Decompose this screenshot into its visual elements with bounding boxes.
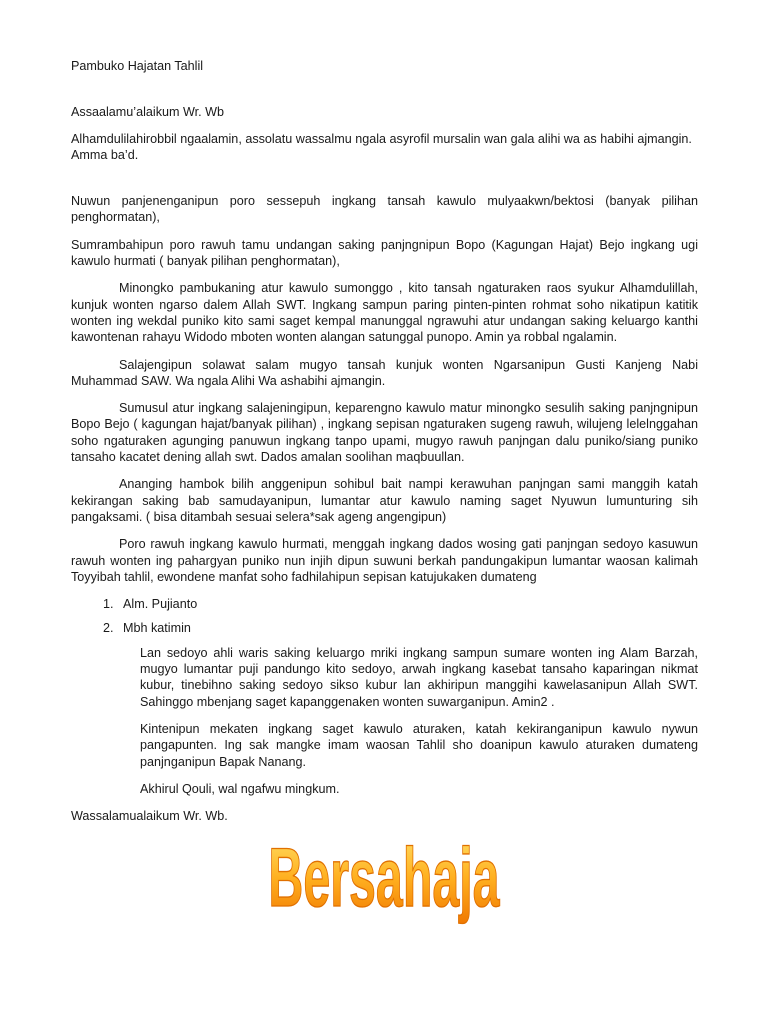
paragraph-greeting-elders: Nuwun panjenenganipun poro sessepuh ingkang tansah kawulo mulyaakwn/bektosi (banyak pilihan penghormatan), [71, 194, 698, 225]
closing-salam: Wassalamualaikum Wr. Wb. [71, 809, 228, 824]
paragraph-purpose: Poro rawuh ingkang kawulo hurmati, menggah ingkang dados wosing gati panjngan sedoyo kasuwun rawuh wonten ing pahargyan puniko nun injih dipun suwuni berkah pandungakipun lumantar waosan kalimah Toyyibah tahlil, ewondene manfat soho fadhilahipun sepisan katujukaken dumateng [71, 537, 698, 584]
paragraph-handover: Kintenipun mekaten ingkang saget kawulo aturaken, katah kekiranganipun kawulo nywun pangapunten. Ing sak mangke imam waosan Tahlil sho doanipun kawulo aturaken dumateng panjnganipun Bapak Nanang. [140, 721, 698, 769]
logo-wordart [0, 820, 768, 930]
list-continuation [140, 645, 698, 797]
logo-text: Bersahaja [268, 831, 500, 925]
paragraph-apology: Ananging hambok bilih anggenipun sohibul bait nampi kerawuhan panjngan sami manggih katah kekirangan saking bab samudayanipun, lumantar atur kawulo naming saget Nyuwun lumunturing sih pangaksami. ( bisa ditambah sesuai selera*sak ageng angengipun) [71, 477, 698, 524]
paragraph-salawat: Salajengipun solawat salam mugyo tansah kunjuk wonten Ngarsanipun Gusti Kanjeng Nabi Muhammad SAW. Wa ngala Alihi Wa ashabihi ajmangin. [71, 357, 698, 388]
paragraph-greeting-guests: Sumrambahipun poro rawuh tamu undangan saking panjngnipun Bopo (Kagungan Hajat) Bejo ingkang ugi kawulo hurmati ( banyak pilihan penghormatan), [71, 237, 698, 269]
list-item: 1. Alm. Pujianto [117, 596, 698, 612]
paragraph-welcome: Sumusul atur ingkang salajeningipun, keparengno kawulo matur minongko sesulih saking panjngnipun Bopo Bejo ( kagungan hajat/banyak pilihan) , ingkang sepisan ngaturaken sugeng rawuh, wilujeng lelelnggahan soho ngaturaken agunging panuwun ingkang tanpo upami, mugyo rawuh panjngan dalu puniko/siang puniko tansaho kacatet dening allah swt. Dados amalan soolihan maqbuullan. [71, 401, 698, 465]
opening-praise: Alhamdulilahirobbil ngaalamin, assolatu wassalmu ngala asyrofil mursalin wan gala alihi wa as habihi ajmangin. Amma ba’d. [71, 131, 692, 162]
paragraph-closing-words: Akhirul Qouli, wal ngafwu mingkum. [140, 781, 340, 796]
opening-salam: Assaalamu’alaikum Wr. Wb [71, 105, 225, 120]
deceased-names-list [71, 596, 698, 637]
bersahaja-logo [0, 820, 768, 930]
paragraph-prayer: Lan sedoyo ahli waris saking keluargo mriki ingkang sampun sumare wonten ing Alam Barzah, mugyo lumantar puji pandungo kito sedoyo, arwah ingkang kasebat tansaho kaparingan nikmat kubur, tinebihno saking sedoyo sikso kubur lan akhiripun manggihi kawelasanipun Allah SWT. Sahinggo mbenjang saget kapanggenaken wonten suwarganipun. Amin2 . [140, 645, 698, 709]
document-page [71, 58, 698, 824]
paragraph-gratitude: Minongko pambukaning atur kawulo sumonggo , kito tansah ngaturaken raos syukur Alhamdulillah, kunjuk wonten ngarso dalem Allah SWT. Ingkang sampun paring pinten-pinten rohmat soho nikatipun katitik wonten ing wekdal puniko kito sami saget kempal manunggal ngrawuhi atur undangan saking keluargo kanthi kawontenan rahayu Widodo mboten wonten alangan satunggal punopo. Amin ya robbal ngalamin. [71, 281, 698, 345]
document-title: Pambuko Hajatan Tahlil [71, 59, 204, 73]
list-item: 2. Mbh katimin [117, 620, 698, 636]
